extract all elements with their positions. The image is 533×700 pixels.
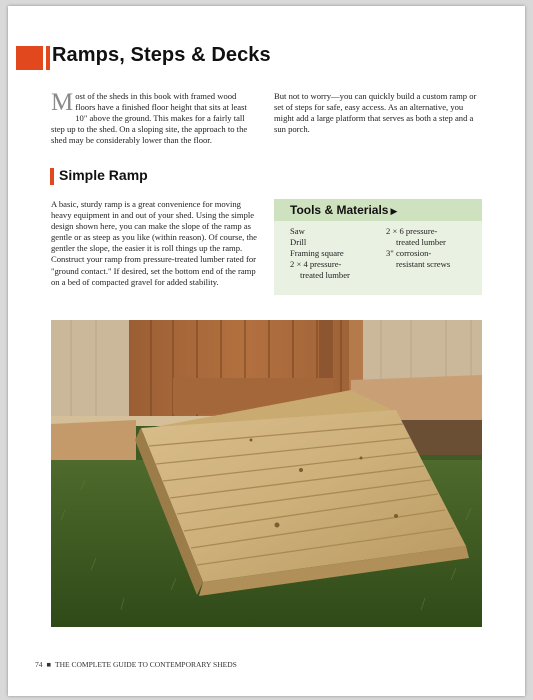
tools-list-left — [290, 226, 380, 281]
intro-left-column — [51, 91, 255, 146]
page-title: Ramps, Steps & Decks — [52, 44, 271, 66]
footer-separator: ■ — [46, 660, 52, 669]
drop-cap: M — [51, 89, 74, 116]
tools-list-right — [386, 226, 478, 270]
title-accent-divider — [43, 46, 46, 70]
material-item: 2 × 6 pressure- treated lumber — [386, 226, 446, 248]
page-footer — [35, 660, 237, 669]
tool-item: Saw — [290, 226, 305, 236]
intro-left-text: ost of the sheds in this book with framed wood floors have a finished floor height that sits at least 10" above the ground. This makes for a fairly tall step up to the shed. On a sloping site, the approach to the shed may be considerably lower than the floor. — [51, 91, 248, 146]
section-title: Simple Ramp — [59, 167, 148, 183]
material-item: 3" corrosion- resistant screws — [386, 248, 451, 270]
section-accent-bar — [50, 168, 54, 185]
wooden-ramp-photo — [51, 320, 482, 627]
tools-materials-title — [290, 203, 397, 217]
tool-item: 2 × 4 pressure- treated lumber — [290, 259, 350, 281]
book-title: THE COMPLETE GUIDE TO CONTEMPORARY SHEDS — [55, 660, 237, 669]
tool-item: Framing square — [290, 248, 344, 259]
tools-materials-header — [274, 199, 482, 221]
arrow-right-icon: ▶ — [390, 206, 398, 216]
tool-item: Drill — [290, 237, 307, 248]
page-number: 74 — [35, 660, 43, 669]
book-page — [8, 6, 525, 696]
tools-title-text: Tools & Materials — [290, 203, 389, 217]
intro-right-column: But not to worry—you can quickly build a custom ramp or set of steps for safe, easy access. As an alternative, you might add a large platform that serves as both a step and a sun porch. — [274, 91, 477, 135]
tools-materials-box — [274, 199, 482, 295]
section-body-text: A basic, sturdy ramp is a great convenience for moving heavy equipment in and out of your shed. Using the simple design shown here, you can make the slope of the ramp as gentle or as steep as you like (within reason). Of course, the gentler the slope, the easier it is roll things up the ramp. Construct your ramp from pressure-treated lumber rated for "ground contact." If desired, set the bottom end of the ramp on a bed of compacted gravel for added stability. — [51, 199, 257, 287]
